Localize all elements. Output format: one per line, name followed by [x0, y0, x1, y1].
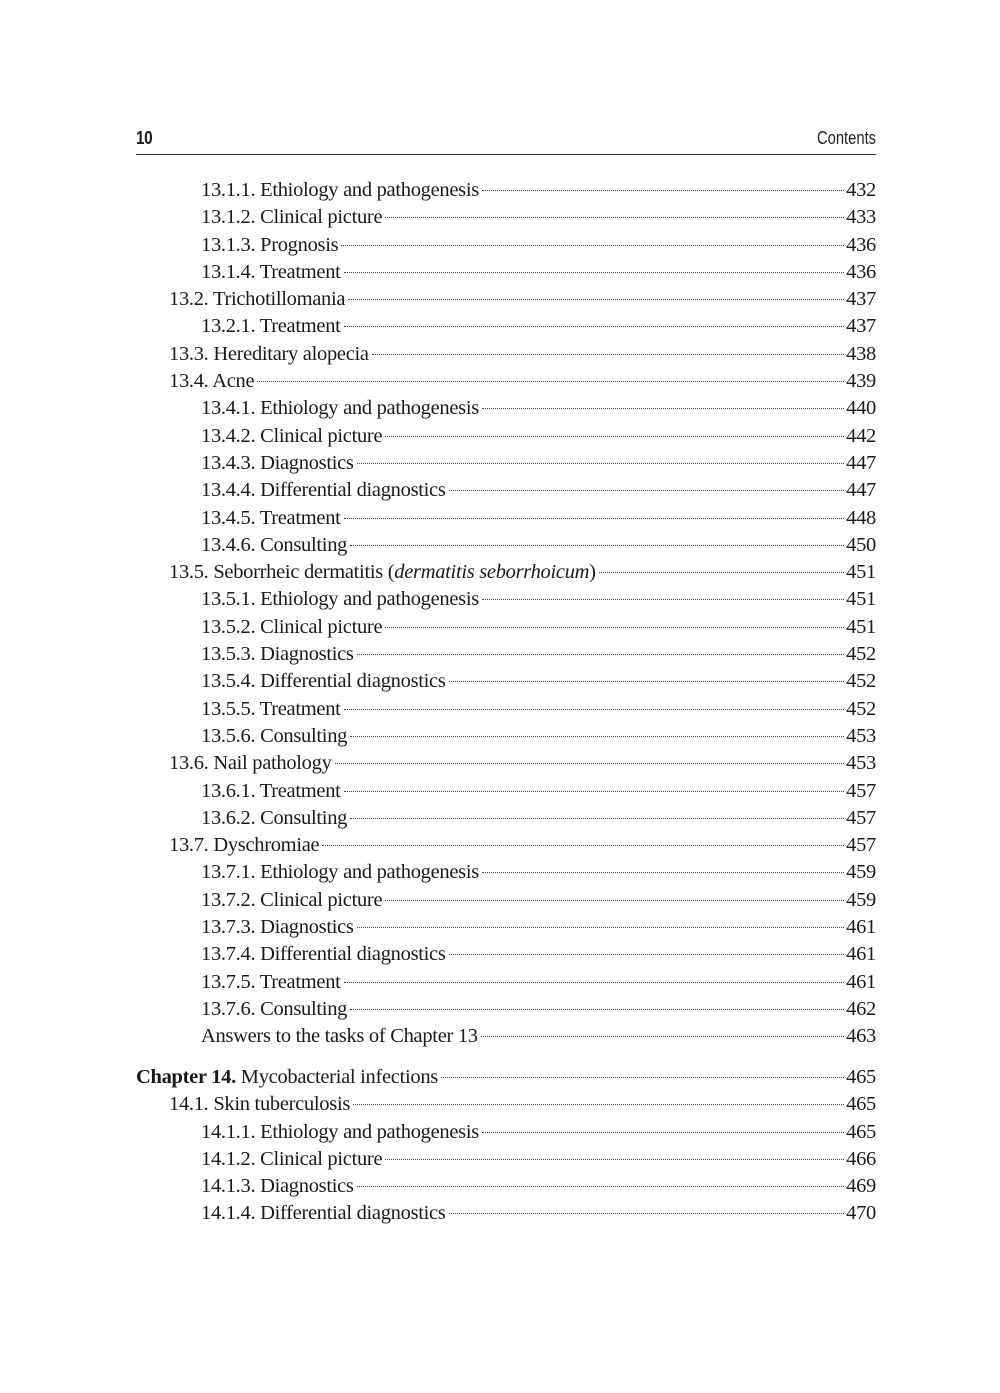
dot-leader	[322, 845, 844, 846]
entry-label: 13.7.6. Consulting	[201, 997, 348, 1020]
page-reference: 437	[846, 288, 876, 311]
toc-subsection-entry[interactable]	[136, 941, 876, 968]
toc-subsection-entry[interactable]	[136, 641, 876, 668]
page-reference: 461	[846, 970, 876, 993]
toc-subsection-entry[interactable]	[136, 614, 876, 641]
page-reference: 451	[846, 615, 876, 638]
page-reference: 432	[846, 179, 876, 201]
dot-leader	[341, 245, 844, 246]
dot-leader	[482, 190, 844, 191]
dot-leader	[385, 1159, 844, 1160]
page-reference: 462	[846, 997, 876, 1020]
entry-label: Mycobacterial infections	[235, 1066, 438, 1088]
entry-title	[169, 750, 332, 777]
page-reference: 448	[846, 506, 876, 529]
toc-subsection-entry[interactable]	[136, 723, 876, 750]
entry-title	[169, 559, 596, 586]
dot-leader	[481, 1036, 844, 1037]
entry-title	[201, 423, 382, 450]
dot-leader	[357, 927, 845, 928]
entry-title	[201, 259, 341, 286]
entry-title	[201, 1173, 354, 1200]
toc-subsection-entry[interactable]	[136, 1023, 876, 1050]
entry-label: 13.4.6. Consulting	[201, 533, 348, 556]
page-reference: 452	[846, 643, 876, 666]
entry-label: 14.1.2. Clinical picture	[201, 1147, 383, 1170]
dot-leader	[344, 709, 845, 710]
toc-subsection-entry[interactable]	[136, 805, 876, 832]
entry-title	[201, 477, 446, 504]
dot-leader	[441, 1077, 844, 1078]
dot-leader	[449, 954, 845, 955]
page-header	[136, 126, 876, 155]
entry-label: 13.4.5. Treatment	[201, 506, 341, 529]
dot-leader	[449, 1213, 845, 1214]
entry-title	[201, 914, 354, 941]
toc-subsection-entry[interactable]	[136, 450, 876, 477]
dot-leader	[353, 1104, 844, 1105]
dot-leader	[350, 1009, 844, 1010]
toc-subsection-entry[interactable]	[136, 395, 876, 422]
toc-subsection-entry[interactable]	[136, 859, 876, 886]
entry-title	[201, 505, 341, 532]
toc-subsection-entry[interactable]	[136, 1119, 876, 1146]
entry-label: 13.5.3. Diagnostics	[201, 643, 354, 666]
dot-leader	[385, 217, 844, 218]
entry-label: 13.5.5. Treatment	[201, 697, 341, 720]
toc-subsection-entry[interactable]	[136, 532, 876, 559]
page-reference: 465	[846, 1120, 876, 1143]
toc-subsection-entry[interactable]	[136, 696, 876, 723]
entry-label: 13.7.3. Diagnostics	[201, 916, 354, 939]
toc-subsection-entry[interactable]	[136, 778, 876, 805]
entry-title	[201, 395, 479, 422]
toc-subsection-entry[interactable]	[136, 586, 876, 613]
page-reference: 436	[846, 260, 876, 283]
entry-title	[201, 450, 354, 477]
entry-label: 13.5.2. Clinical picture	[201, 615, 383, 638]
page-reference: 470	[846, 1202, 876, 1225]
dot-leader	[344, 272, 845, 273]
entry-label: 14.1.4. Differential diagnostics	[201, 1202, 446, 1225]
entry-label: 13.7.5. Treatment	[201, 970, 341, 993]
entry-title	[201, 805, 347, 832]
toc-subsection-entry[interactable]	[136, 232, 876, 259]
dot-leader	[357, 654, 845, 655]
dot-leader	[344, 791, 845, 792]
page-reference: 465	[846, 1093, 876, 1116]
page-reference: 457	[846, 834, 876, 857]
entry-label: 13.1.3. Prognosis	[201, 233, 339, 256]
page-reference: 459	[846, 888, 876, 911]
toc-section-entry[interactable]	[136, 1091, 876, 1118]
toc-subsection-entry[interactable]	[136, 969, 876, 996]
toc-section-entry[interactable]	[136, 750, 876, 777]
dot-leader	[482, 599, 844, 600]
page-reference: 459	[846, 861, 876, 884]
dot-leader	[348, 299, 844, 300]
page-reference: 463	[846, 1025, 876, 1048]
dot-leader	[344, 518, 845, 519]
toc-subsection-entry[interactable]	[136, 259, 876, 286]
dot-leader	[449, 490, 845, 491]
entry-title	[201, 859, 479, 886]
entry-title	[201, 586, 479, 613]
entry-label: 13.7.1. Ethiology and pathogenesis	[201, 861, 479, 884]
dot-leader	[335, 763, 845, 764]
entry-label: 13.7.4. Differential diagnostics	[201, 943, 446, 966]
toc-subsection-entry[interactable]	[136, 914, 876, 941]
entry-title	[201, 941, 446, 968]
page-reference: 451	[846, 588, 876, 611]
entry-label: 14.1.3. Diagnostics	[201, 1175, 354, 1198]
entry-title	[201, 1023, 478, 1050]
entry-label: 13.1.4. Treatment	[201, 260, 341, 283]
toc-subsection-entry[interactable]	[136, 423, 876, 450]
toc-subsection-entry[interactable]	[136, 1200, 876, 1227]
toc-chapter-entry[interactable]	[136, 1064, 876, 1091]
entry-label: 13.4.2. Clinical picture	[201, 424, 383, 447]
dot-leader	[599, 572, 844, 573]
page-reference: 453	[846, 724, 876, 747]
dot-leader	[357, 463, 845, 464]
entry-title	[201, 313, 341, 340]
entry-label: 13.6. Nail pathology	[169, 752, 332, 775]
entry-title	[201, 1200, 446, 1227]
entry-label: Answers to the tasks of Chapter 13	[201, 1025, 478, 1048]
page-reference: 466	[846, 1147, 876, 1170]
toc-section-entry[interactable]	[136, 368, 876, 395]
entry-title	[201, 778, 341, 805]
entry-label: 13.4. Acne	[169, 370, 255, 393]
running-title: Contents	[816, 128, 876, 148]
entry-title	[201, 204, 382, 231]
toc-subsection-entry[interactable]	[136, 668, 876, 695]
entry-title	[201, 696, 341, 723]
entry-title	[201, 723, 347, 750]
page-reference: 442	[846, 424, 876, 447]
entry-label: 14.1. Skin tuberculosis	[169, 1093, 351, 1116]
entry-label: 13.5.4. Differential diagnostics	[201, 670, 446, 693]
toc-subsection-entry[interactable]	[136, 1173, 876, 1200]
toc-subsection-entry[interactable]	[136, 477, 876, 504]
page-reference: 461	[846, 916, 876, 939]
page-reference: 440	[846, 397, 876, 420]
page-reference: 447	[846, 479, 876, 502]
entry-label: 13.3. Hereditary alopecia	[169, 342, 369, 365]
toc-section-entry[interactable]	[136, 341, 876, 368]
entry-title	[201, 532, 347, 559]
dot-leader	[344, 982, 845, 983]
page-reference: 433	[846, 206, 876, 229]
entry-label: 13.5. Seborrheic dermatitis (	[169, 561, 395, 584]
dot-leader	[257, 381, 844, 382]
dot-leader	[482, 408, 844, 409]
page-reference: 453	[846, 752, 876, 775]
entry-label: 13.2. Trichotillomania	[169, 288, 346, 311]
entry-label: 13.7. Dyschromiae	[169, 834, 320, 857]
toc-subsection-entry[interactable]	[136, 1146, 876, 1173]
page-reference: 437	[846, 315, 876, 338]
entry-label: 13.4.1. Ethiology and pathogenesis	[201, 397, 479, 420]
toc-section-entry[interactable]	[136, 832, 876, 859]
entry-title	[201, 232, 338, 259]
dot-leader	[385, 627, 844, 628]
page-reference: 452	[846, 670, 876, 693]
entry-title	[201, 1146, 382, 1173]
entry-label: 13.1.2. Clinical picture	[201, 206, 383, 229]
dot-leader	[449, 681, 845, 682]
dot-leader	[482, 1132, 844, 1133]
entry-title	[201, 887, 382, 914]
entry-label-suffix: )	[589, 561, 596, 584]
entry-title	[201, 641, 354, 668]
toc-section-entry[interactable]	[136, 286, 876, 313]
chapter-label: Chapter 14.	[136, 1066, 236, 1088]
dot-leader	[344, 326, 845, 327]
entry-label: 13.4.3. Diagnostics	[201, 451, 354, 474]
entry-title	[169, 1091, 350, 1118]
dot-leader	[350, 545, 844, 546]
page-reference: 457	[846, 806, 876, 829]
page-reference: 465	[846, 1066, 876, 1088]
entry-title	[169, 368, 254, 395]
entry-title	[169, 832, 319, 859]
page-reference: 457	[846, 779, 876, 802]
page-number: 10	[136, 128, 153, 148]
toc-subsection-entry[interactable]	[136, 177, 876, 204]
table-of-contents	[136, 177, 876, 1228]
entry-title	[201, 996, 347, 1023]
page-reference: 469	[846, 1175, 876, 1198]
toc-subsection-entry[interactable]	[136, 313, 876, 340]
page-reference: 450	[846, 533, 876, 556]
toc-section-entry[interactable]	[136, 559, 876, 586]
entry-label: 13.1.1. Ethiology and pathogenesis	[201, 179, 479, 201]
dot-leader	[350, 736, 844, 737]
page-reference: 461	[846, 943, 876, 966]
entry-latin-term: dermatitis seborrhoicum	[394, 561, 590, 584]
entry-title	[169, 341, 369, 368]
page-reference: 447	[846, 451, 876, 474]
page-reference: 451	[846, 561, 876, 584]
entry-label: 13.4.4. Differential diagnostics	[201, 479, 446, 502]
entry-title	[201, 1119, 479, 1146]
toc-subsection-entry[interactable]	[136, 996, 876, 1023]
page-reference: 436	[846, 233, 876, 256]
entry-label: 13.5.6. Consulting	[201, 724, 348, 747]
entry-title	[201, 177, 479, 204]
entry-title	[201, 668, 446, 695]
dot-leader	[357, 1186, 845, 1187]
dot-leader	[385, 436, 844, 437]
entry-label: 14.1.1. Ethiology and pathogenesis	[201, 1120, 479, 1143]
entry-label: 13.5.1. Ethiology and pathogenesis	[201, 588, 479, 611]
entry-label: 13.7.2. Clinical picture	[201, 888, 383, 911]
dot-leader	[372, 354, 844, 355]
entry-title	[201, 969, 341, 996]
page-reference: 438	[846, 342, 876, 365]
page-reference: 452	[846, 697, 876, 720]
entry-label: 13.6.1. Treatment	[201, 779, 341, 802]
toc-subsection-entry[interactable]	[136, 505, 876, 532]
entry-label: 13.6.2. Consulting	[201, 806, 348, 829]
entry-title	[201, 614, 382, 641]
dot-leader	[482, 872, 844, 873]
entry-title	[136, 1064, 438, 1091]
toc-subsection-entry[interactable]	[136, 204, 876, 231]
entry-title	[169, 286, 345, 313]
dot-leader	[350, 818, 844, 819]
toc-subsection-entry[interactable]	[136, 887, 876, 914]
entry-label: 13.2.1. Treatment	[201, 315, 341, 338]
page-reference: 439	[846, 370, 876, 393]
dot-leader	[385, 900, 844, 901]
